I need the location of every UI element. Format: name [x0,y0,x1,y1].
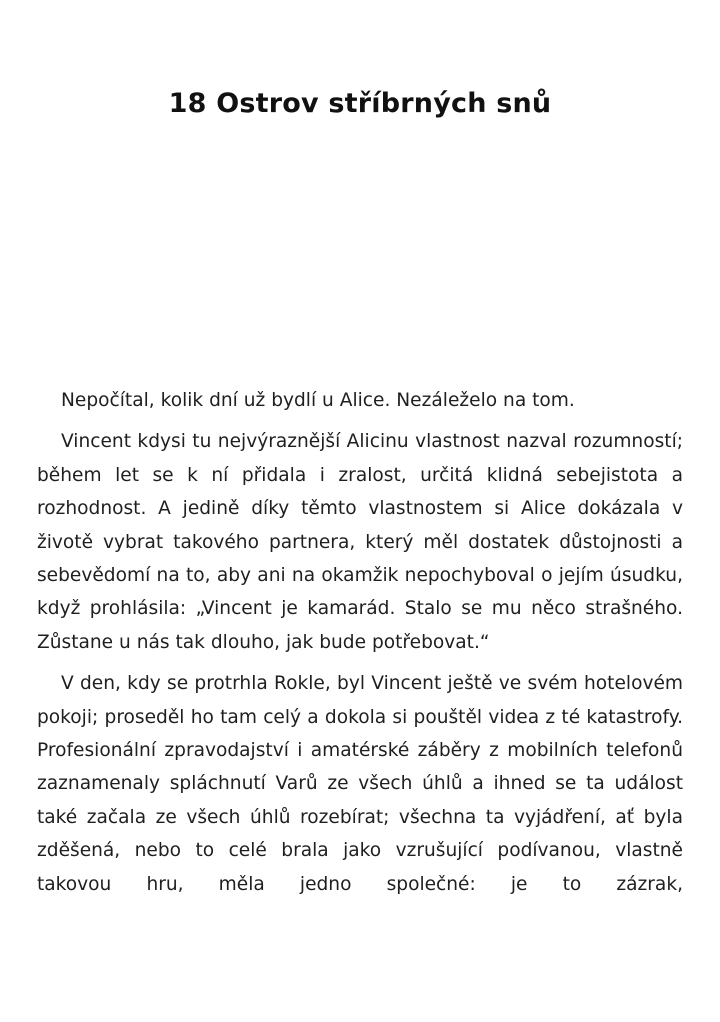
paragraph-3: V den, kdy se protrhla Rokle, byl Vincent ještě ve svém hotelovém pokoji; proseděl ho tam celý a dokola si pouštěl videa z té katastrofy. Profesionální zpravodajství i amatérské záběry z mobilních telefonů zaznamenaly spláchnutí Varů ze všech úhlů a ihned se ta událost také začala ze všech úhlů rozebírat; všechna ta vyjádření, ať byla zděšená, nebo to celé brala jako vzrušující podívanou, vlastně takovou hru, měla jedno společné: je to zázrak, [37,673,683,895]
paragraph-2: Vincent kdysi tu nejvýraznější Alicinu vlastnost nazval rozumností; během let se k ní přidala i zralost, určitá klidná sebejistota a rozhodnost. A jedině díky těmto vlastnostem si Alice dokázala v životě vybrat takového partnera, který měl dostatek důstojnosti a sebevědomí na to, aby ani na okamžik nepochyboval o jejím úsudku, když prohlásila: „Vincent je kamarád. Stalo se mu něco strašného. Zůstane u nás tak dlouho, jak bude potřebovat.“ [37,431,683,653]
chapter-body [37,384,683,909]
chapter-title: 18 Ostrov stříbrných snů [168,88,552,119]
paragraph-1: Nepočítal, kolik dní už bydlí u Alice. Nezáleželo na tom. [61,390,575,411]
